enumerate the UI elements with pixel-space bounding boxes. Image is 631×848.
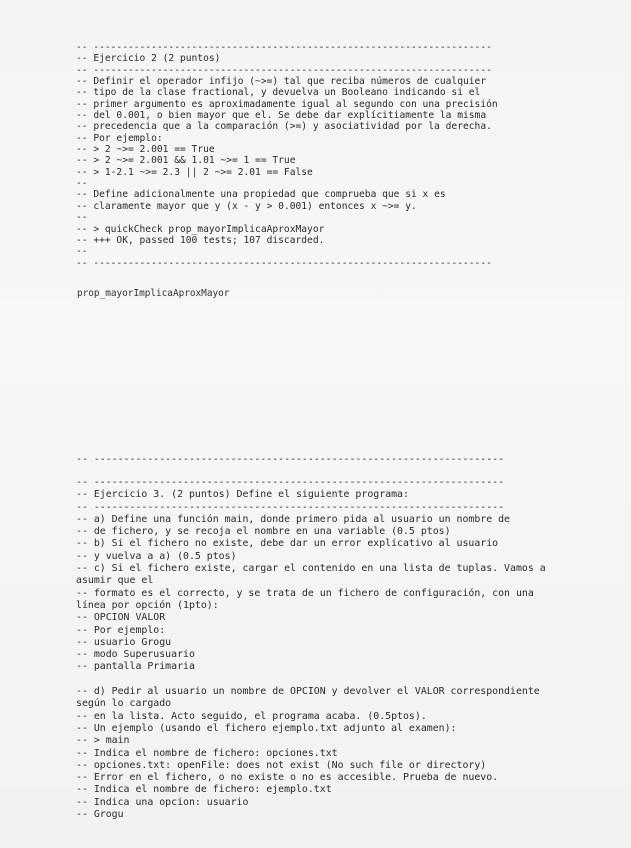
code-comment-line: -- formato es el correcto, y se trata de un fichero de configuración, con una línea por opción (1pto): bbox=[76, 587, 540, 611]
code-comment-line: -- Definir el operador infijo (~>=) tal que reciba números de cualquier bbox=[76, 76, 487, 88]
code-comment-line: -- > 1-2.1 ~>= 2.3 || 2 ~>= 2.01 == False bbox=[76, 166, 313, 178]
code-comment-line: -- tipo de la clase fractional, y devuelva un Booleano indicando si el bbox=[76, 87, 481, 99]
code-comment-line: -- Error en el fichero, o no existe o no es accesible. Prueba de nuevo. bbox=[76, 772, 499, 784]
code-comment-line: -- precedencia que a la comparación (>=) y asociatividad por la derecha. bbox=[76, 121, 492, 133]
exercise-3-title: -- Ejercicio 3. (2 puntos) Define el siguiente programa: bbox=[76, 489, 409, 501]
code-comment-line: -- de fichero, y se recoja el nombre en una variable (0.5 ptos) bbox=[76, 526, 451, 538]
code-comment-line: -- opciones.txt: openFile: does not exist (No such file or directory) bbox=[76, 759, 487, 771]
code-comment-line: -- del 0.001, o bien mayor que el. Se debe dar explícitiamente la misma bbox=[76, 110, 487, 122]
code-comment-line: -- OPCION VALOR bbox=[76, 612, 166, 624]
code-comment-line: -- claramente mayor que y (x - y > 0.001) entonces x ~>= y. bbox=[76, 200, 417, 212]
code-comment-line: -- Por ejemplo: bbox=[76, 132, 163, 144]
separator-block bbox=[76, 454, 504, 466]
code-comment-line: -- --------------------------------------------------------------------- bbox=[76, 42, 492, 53]
code-comment-line: -- c) Si el fichero existe, cargar el contenido en una lista de tuplas. Vamos a asumir que el bbox=[76, 563, 552, 587]
separator-line: -- --------------------------------------------------------------------- bbox=[76, 454, 505, 465]
code-comment-line: -- > quickCheck prop_mayorImplicaAproxMayor bbox=[76, 223, 325, 235]
code-comment-line: -- Un ejemplo (usando el fichero ejemplo.txt adjunto al examen): bbox=[76, 722, 457, 734]
code-comment-line: -- bbox=[76, 178, 88, 190]
exercise-2-title: -- Ejercicio 2 (2 puntos) bbox=[76, 53, 221, 65]
code-comment-line: -- > main bbox=[76, 735, 130, 747]
blank-line bbox=[76, 674, 546, 686]
code-comment-line: -- Define adicionalmente una propiedad que comprueba que si x es bbox=[76, 189, 446, 201]
code-comment-line: -- usuario Grogu bbox=[76, 636, 172, 648]
code-comment-line: -- primer argumento es aproximadamente igual al segundo con una precisión bbox=[76, 98, 498, 110]
code-comment-line: -- Indica el nombre de fichero: ejemplo.txt bbox=[76, 784, 332, 796]
code-comment-line: -- en la lista. Acto seguido, el programa acaba. (0.5ptos). bbox=[76, 710, 427, 722]
code-comment-line: -- Indica el nombre de fichero: opciones.txt bbox=[76, 747, 338, 759]
code-comment-line: -- bbox=[76, 246, 88, 258]
code-prop-declaration: prop_mayorImplicaAproxMayor bbox=[77, 288, 230, 299]
code-comment-line: -- d) Pedir al usuario un nombre de OPCION y devolver el VALOR correspondiente según lo cargado bbox=[76, 686, 546, 710]
code-comment-line: -- bbox=[76, 212, 88, 224]
code-comment-line: -- pantalla Primaria bbox=[76, 661, 195, 673]
code-comment-line: -- +++ OK, passed 100 tests; 107 discarded. bbox=[76, 234, 325, 246]
code-comment-line: -- b) Si el fichero no existe, debe dar un error explicativo al usuario bbox=[76, 538, 499, 550]
code-comment-line: -- modo Superusuario bbox=[76, 649, 195, 661]
code-comment-line: -- Grogu bbox=[76, 809, 124, 821]
exercise-3-statement bbox=[76, 477, 552, 821]
code-comment-line: -- Indica una opcion: usuario bbox=[76, 796, 249, 808]
code-comment-line: -- --------------------------------------------------------------------- bbox=[76, 477, 505, 488]
exercise-2-statement bbox=[76, 42, 498, 269]
code-comment-line: -- a) Define una función main, donde primero pida al usuario un nombre de bbox=[76, 513, 511, 525]
code-comment-line: -- --------------------------------------------------------------------- bbox=[76, 501, 505, 513]
code-comment-line: -- Por ejemplo: bbox=[76, 624, 166, 636]
code-comment-line: -- > 2 ~>= 2.001 && 1.01 ~>= 1 == True bbox=[76, 155, 296, 167]
code-comment-line: -- --------------------------------------------------------------------- bbox=[76, 64, 492, 76]
code-comment-line: -- > 2 ~>= 2.001 == True bbox=[76, 144, 215, 156]
code-comment-line: -- y vuelva a a) (0.5 ptos) bbox=[76, 550, 237, 562]
code-comment-line: -- --------------------------------------------------------------------- bbox=[76, 257, 492, 269]
